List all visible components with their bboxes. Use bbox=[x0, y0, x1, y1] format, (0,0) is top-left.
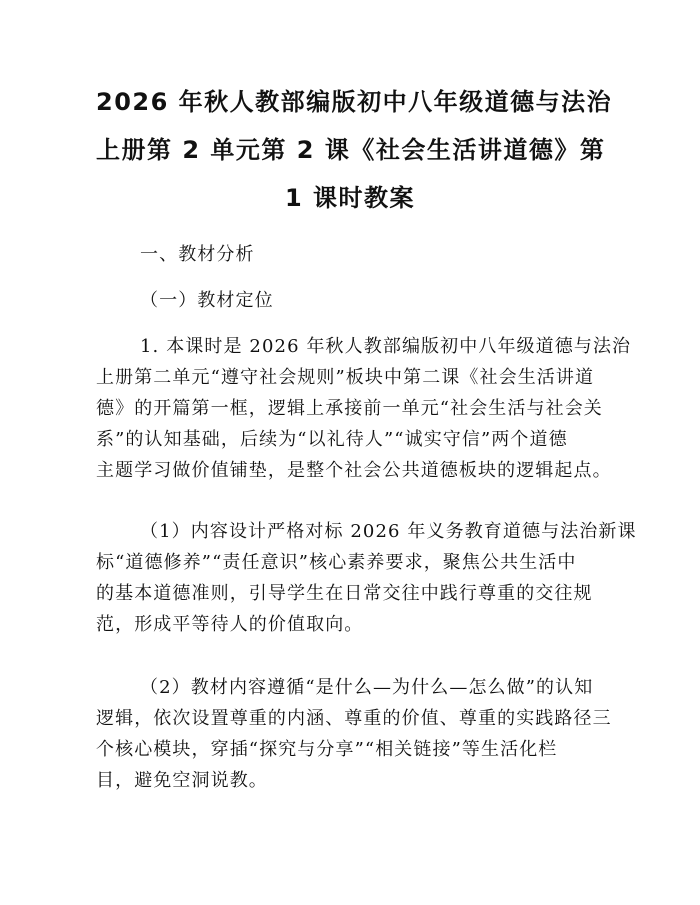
paragraph-line: 的基本道德准则，引导学生在日常交往中践行尊重的交往规 bbox=[96, 583, 593, 604]
title-line: 上册第 2 单元第 2 课《社会生活讲道德》第 bbox=[96, 136, 606, 164]
subsection-heading: （一）教材定位 bbox=[140, 290, 274, 311]
paragraph-line-text: （1）内容设计严格对标 2026 年义务教育道德与法治新课 bbox=[140, 521, 637, 542]
paragraph-line: 逻辑，依次设置尊重的内涵、尊重的价值、尊重的实践路径三 bbox=[96, 708, 612, 729]
paragraph-line: 系”的认知基础，后续为“以礼待人”“诚实守信”两个道德 bbox=[96, 429, 568, 450]
paragraph-line: 范，形成平等待人的价值取向。 bbox=[96, 614, 364, 635]
paragraph-line: 个核心模块，穿插“探究与分享”“相关链接”等生活化栏 bbox=[96, 739, 558, 760]
paragraph-line-text: （2）教材内容遵循“是什么—为什么—怎么做”的认知 bbox=[140, 677, 594, 698]
section-heading: 一、教材分析 bbox=[140, 244, 255, 265]
title-line: 1 课时教案 bbox=[284, 184, 416, 212]
paragraph-line bbox=[96, 672, 604, 703]
paragraph-3 bbox=[96, 672, 612, 796]
paragraph-line-text: 1. 本课时是 2026 年秋人教部编版初中八年级道德与法治 bbox=[140, 336, 632, 357]
paragraph-line: 主题学习做价值铺垫，是整个社会公共道德板块的逻辑起点。 bbox=[96, 460, 612, 481]
paragraph-line: 目，避免空洞说教。 bbox=[96, 770, 268, 791]
paragraph-line bbox=[96, 331, 632, 362]
paragraph-2 bbox=[96, 516, 637, 640]
paragraph-line bbox=[96, 516, 637, 547]
paragraph-1 bbox=[96, 331, 632, 486]
title-line: 2026 年秋人教部编版初中八年级道德与法治 bbox=[96, 88, 613, 116]
paragraph-line: 标“道德修养”“责任意识”核心素养要求，聚焦公共生活中 bbox=[96, 552, 577, 573]
paragraph-line: 德》的开篇第一框，逻辑上承接前一单元“社会生活与社会关 bbox=[96, 398, 603, 419]
document-title bbox=[96, 78, 613, 222]
paragraph-line: 上册第二单元“遵守社会规则”板块中第二课《社会生活讲道 bbox=[96, 367, 595, 388]
